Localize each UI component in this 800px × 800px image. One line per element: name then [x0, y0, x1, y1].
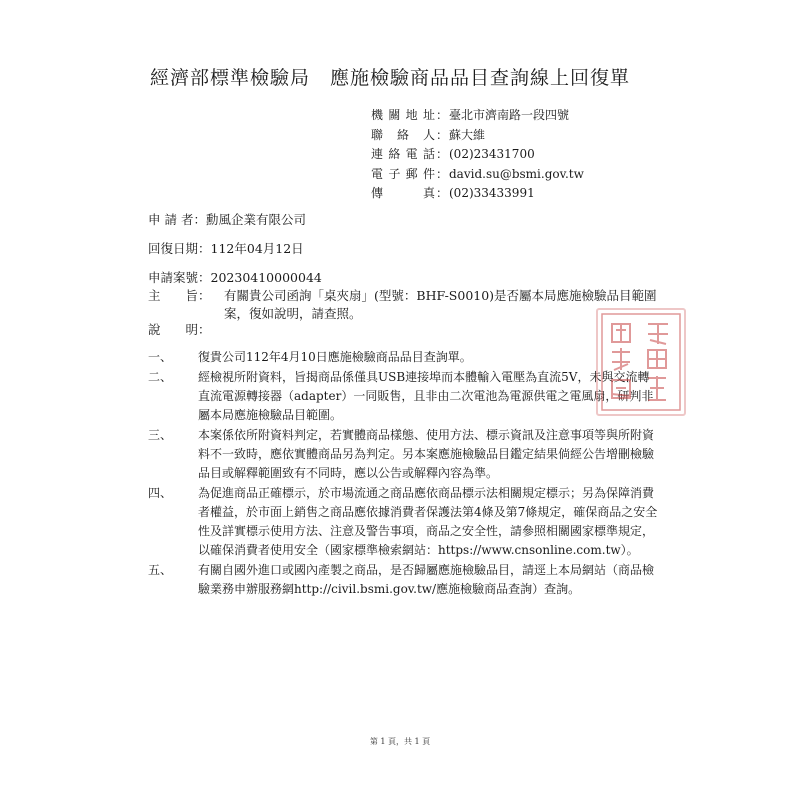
contact-value: (02)23431700: [449, 147, 535, 161]
item-text: 復貴公司112年4月10日應施檢驗商品品目查詢單。: [198, 350, 472, 364]
contact-label: 聯絡人: [371, 127, 435, 142]
item-number: 三、: [148, 428, 173, 442]
contact-label: 傳真: [371, 186, 435, 200]
applicant-value: 勳風企業有限公司: [205, 212, 306, 227]
applicant-label: 申 請 者：: [148, 212, 206, 227]
list-item: [148, 561, 658, 599]
contact-row-person: 聯絡人：蘇大維: [371, 126, 584, 146]
item-number: 五、: [148, 563, 173, 577]
subject-block: [148, 287, 658, 322]
contact-value: (02)33433991: [449, 186, 535, 200]
contact-block: [371, 106, 584, 204]
explanation-list: [148, 348, 658, 600]
item-text: 為促進商品正確標示，於市場流通之商品應依商品標示法相關規定標示；另為保障消費者權益，於市面上銷售之商品應依據消費者保護法第4條及第7條規定，確保商品之安全性及詳實標示使用方法、注意及警告事項，商品之安全性，請參照相關國家標準規定，以確保消費者使用安全（國家標準檢索網站：https://www.cnsonline.com.tw）。: [198, 486, 658, 557]
list-item: [148, 348, 658, 367]
explain-label: 說 明：: [148, 322, 211, 337]
page-footer: 第 1 頁，共 1 頁: [369, 737, 431, 746]
contact-value: 蘇大維: [449, 127, 486, 142]
applicant-row: [148, 205, 322, 234]
contact-row-phone: 連絡電話：(02)23431700: [371, 145, 584, 165]
reply-date-value: 112年04月12日: [210, 241, 304, 256]
meta-block: [148, 205, 322, 292]
official-seal-stamp: [596, 308, 686, 416]
reply-date-label: 回復日期：: [148, 241, 211, 256]
case-no-label: 申請案號：: [148, 270, 211, 285]
contact-row-email: 電子郵件：david.su@bsmi.gov.tw: [371, 165, 584, 185]
item-text: 有關自國外進口或國內產製之商品，是否歸屬應施檢驗品目，請逕上本局網站（商品檢驗業務申辦服務網http://civil.bsmi.gov.tw/應施檢驗商品查詢）查詢。: [198, 563, 655, 596]
list-item: [148, 368, 658, 425]
contact-value: 臺北市濟南路一段四號: [449, 108, 570, 122]
item-number: 二、: [148, 370, 173, 384]
contact-label: 電子郵件: [371, 166, 435, 181]
item-number: 四、: [148, 486, 173, 500]
document-title: 經濟部標準檢驗局 應施檢驗商品品目查詢線上回復單: [150, 67, 631, 89]
contact-label: 連絡電話: [371, 147, 435, 161]
contact-value: david.su@bsmi.gov.tw: [449, 166, 584, 181]
subject-text: 有關貴公司函詢「桌夾扇」(型號：BHF-S0010)是否屬本局應施檢驗品目範圍案，復如說明，請查照。: [224, 288, 657, 321]
list-item: [148, 484, 658, 560]
contact-label: 機關地址: [371, 108, 435, 122]
reply-date-row: [148, 234, 322, 263]
contact-row-fax: 傳真：(02)33433991: [371, 184, 584, 204]
list-item: [148, 426, 658, 483]
item-text: 本案係依所附資料判定，若實體商品樣態、使用方法、標示資訊及注意事項等與所附資料不一致時，應依實體商品另為判定。另本案應施檢驗品目鑑定結果倘經公告增刪檢驗品目或解釋範圍致有不同時，應以公告或解釋內容為準。: [198, 428, 655, 480]
contact-row-address: 機關地址：臺北市濟南路一段四號: [371, 106, 584, 126]
seal-icon: [598, 310, 684, 414]
item-text: 經檢視所附資料，旨揭商品係僅具USB連接埠而本體輸入電壓為直流5V，未與交流轉直流電源轉接器（adapter）一同販售，且非由二次電池為電源供電之電風扇，研判非屬本局應施檢驗品目範圍。: [198, 370, 654, 422]
case-no-value: 20230410000044: [210, 270, 322, 285]
subject-label: 主 旨：: [148, 288, 211, 303]
item-number: 一、: [148, 350, 173, 364]
